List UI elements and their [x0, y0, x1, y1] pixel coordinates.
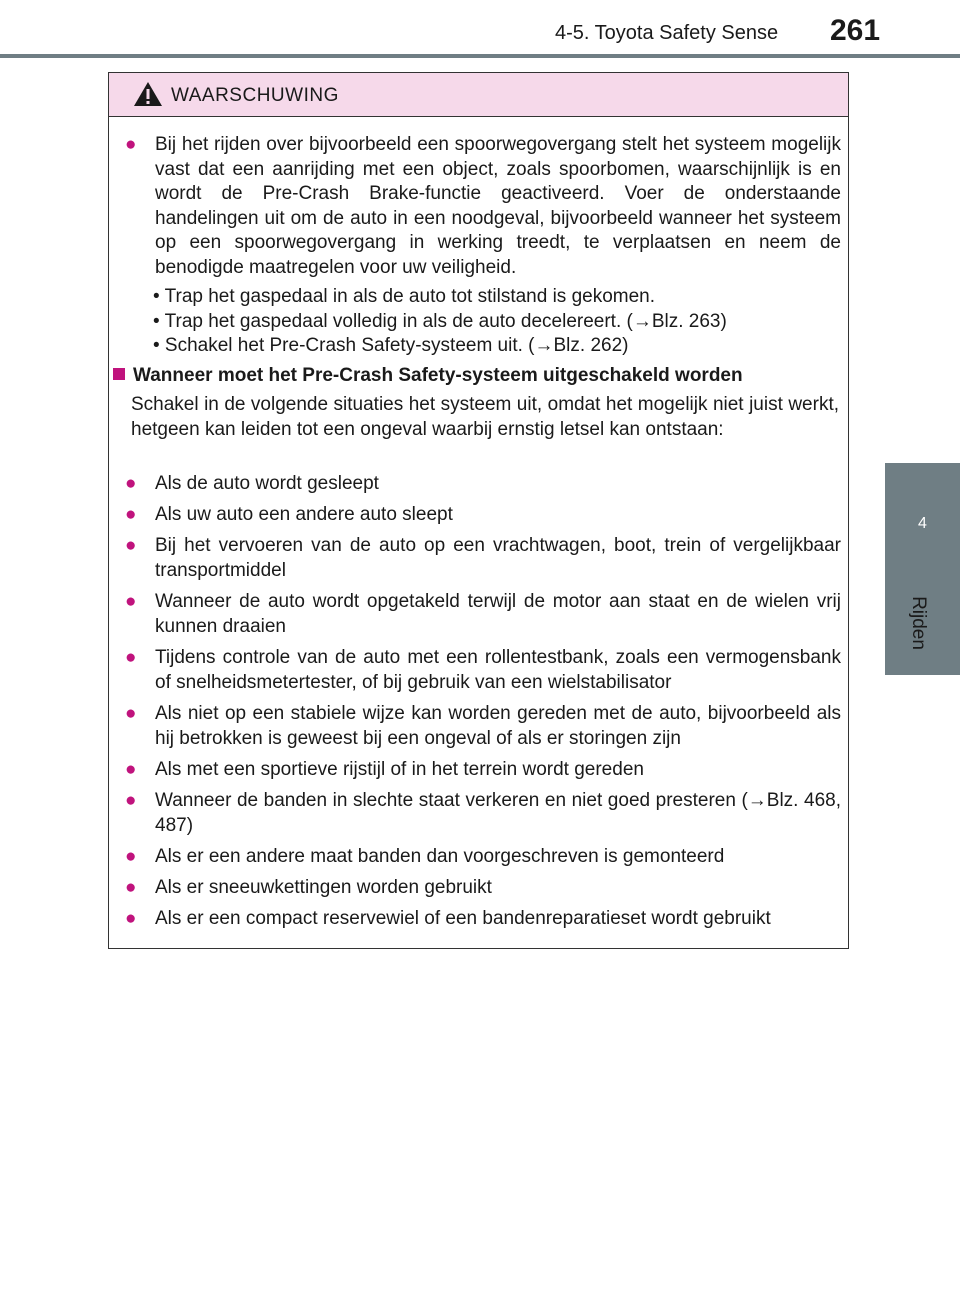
bullet-dot-icon: ● [125, 473, 137, 494]
list-item: ● Wanneer de auto wordt opgetakeld terwijl de motor aan staat en de wielen vrij kunnen draaien [125, 591, 841, 637]
chapter-number: 4 [918, 515, 927, 532]
bullet-dot-icon: ● [125, 647, 137, 668]
list-item: ● Als niet op een stabiele wijze kan worden gereden met de auto, bijvoorbeeld als hij betrokken is geweest bij een ongeval of als er storingen zijn [125, 703, 841, 749]
warning-triangle-icon [133, 81, 163, 107]
warning-title: WAARSCHUWING [171, 85, 339, 106]
list-item: ● Als er een andere maat banden dan voorgeschreven is gemonteerd [125, 845, 841, 870]
section-paragraph: Schakel in de volgende situaties het systeem uit, omdat het mogelijk niet juist werkt, hetgeen kan leiden tot een ongeval waarbij ernstig letsel kan ontstaan: [131, 394, 839, 440]
list-item: ● Bij het rijden over bijvoorbeeld een spoorwegovergang stelt het systeem mogelijk vast dat een aanrijding met een object, zoals spoorbomen, waarschijnlijk is en wordt de Pre-Crash Brake-functie geactiveerd. Voer de onderstaande handelingen uit om de auto in een noodgeval, bijvoorbeeld wanneer het systeem op een spoorwegovergang in werking treedt, te verplaatsen en neem de benodigde maatregelen voor uw veiligheid. [125, 134, 841, 278]
bullet-dot-icon: ● [125, 504, 137, 525]
page-number: 261 [830, 14, 881, 47]
bullet-dot-icon: ● [125, 846, 137, 867]
sub-list-item: • Trap het gaspedaal in als de auto tot stilstand is gekomen. [153, 286, 656, 307]
list-item: ● Tijdens controle van de auto met een rollentestbank, zoals een vermogensbank of snelheidsmetertester, of bij gebruik van een wielstabilisator [125, 647, 841, 693]
list-item: ● Als met een sportieve rijstijl of in het terrein wordt gereden [125, 758, 841, 783]
list-item: ● Als uw auto een andere auto sleept [125, 503, 841, 528]
bullet-dot-icon: ● [125, 877, 137, 898]
header-section-title: 4-5. Toyota Safety Sense [555, 22, 779, 44]
bullet-dot-icon: ● [125, 535, 137, 556]
sub-list [153, 285, 843, 359]
sub-list-item: • Trap het gaspedaal volledig in als de auto decelereert. (→Blz. 263) [153, 310, 727, 332]
warning-box [108, 72, 849, 949]
list-item: ● Als er een compact reservewiel of een bandenreparatieset wordt gebruikt [125, 907, 841, 932]
chapter-label-text: Rijden [908, 596, 929, 650]
list-item: ● Bij het vervoeren van de auto op een vrachtwagen, boot, trein of vergelijkbaar transportmiddel [125, 535, 841, 581]
section-heading: Wanneer moet het Pre-Crash Safety-systeem uitgeschakeld worden [113, 364, 843, 388]
bullet-dot-icon: ● [125, 908, 137, 929]
sub-list-item: • Schakel het Pre-Crash Safety-systeem uit. (→Blz. 262) [153, 335, 629, 356]
bullet-dot-icon: ● [125, 790, 137, 811]
header-rule [0, 54, 960, 58]
list-item: ● Wanneer de banden in slechte staat verkeren en niet goed presteren (→Blz. 468, 487) [125, 790, 841, 836]
list-item: ● Als er sneeuwkettingen worden gebruikt [125, 876, 841, 901]
list-item: ● Als de auto wordt gesleept [125, 472, 841, 497]
bullet-dot-icon: ● [125, 759, 137, 780]
bullet-dot-icon: ● [125, 134, 137, 155]
bullet-dot-icon: ● [125, 703, 137, 724]
square-bullet-icon [113, 368, 125, 380]
chapter-label [890, 578, 946, 668]
warning-header [109, 73, 848, 117]
bullet-dot-icon: ● [125, 591, 137, 612]
